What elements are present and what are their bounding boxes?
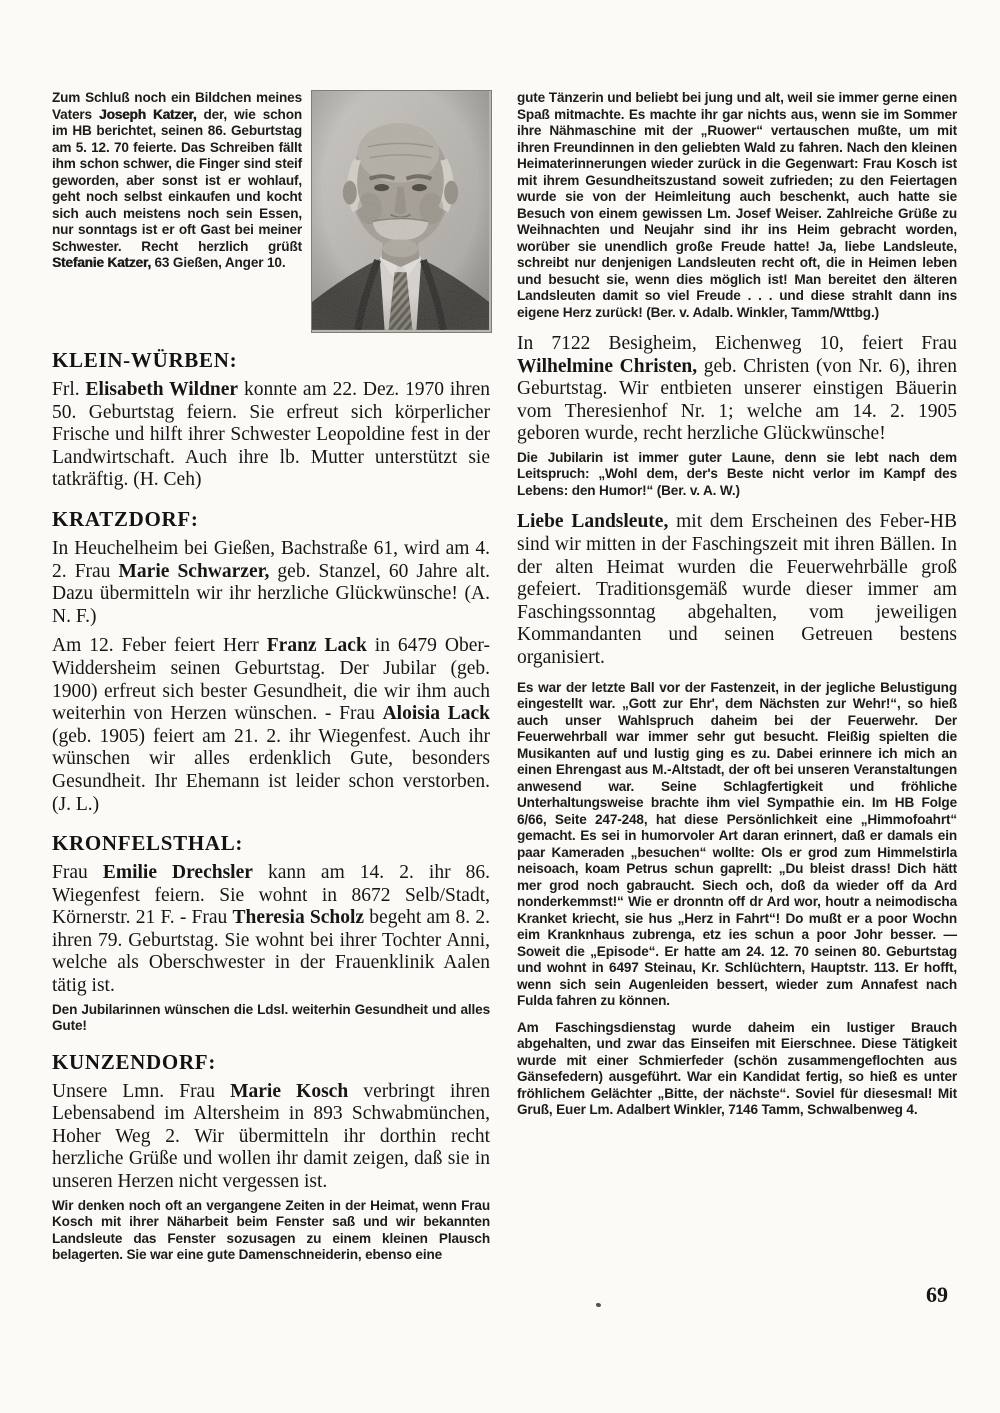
section-heading: KUNZENDORF:	[52, 1049, 217, 1074]
faschingsdienstag-paragraph: Am Faschingsdienstag wurde daheim ein lustiger Brauch abgehalten, und zwar das Einseifen mit Eierschnee. Diese Tätigkeit wurde mit einer Schmierfeder (schön zusammengeflochten aus Gänsefedern) ausgeführt. War ein Kandidat fertig, so hieß es unter fröhlichem Gelächter „Bitte, der nächste“. Soviel für diesesmal! Mit Gruß, Euer Lm. Adalbert Winkler, 7146 Tamm, Schwalbenweg 4.	[517, 1019, 957, 1118]
section-kronfelsthal	[52, 831, 490, 1035]
continuation-paragraph: gute Tänzerin und beliebt bei jung und alt, weil sie immer gerne einen Spaß mitmachte. Es machte ihr gar nichts aus, wenn sie im Sommer ihre Nähmaschine mit der „Ruower“ vertauschen mußte, um mit ihren Freundinnen in den geliebten Wald zu fahren. Nach den kleinen Heimaterinnerungen wieder zurück in die Gegenwart: Frau Kosch ist mit ihrem Gesundheitszustand soweit zufrieden; zu den Feiertagen wurde sie von der Heimleitung auch beschenkt, auch hatte sie Besuch von einem gewissen Lm. Josef Weiser. Zahlreiche Grüße zu Weihnachten und Neujahr sind ihr ins Heim gebracht worden, worüber sie unendlich große Freude hatte! Ja, liebe Landsleute, schreibt nur denjenigen Landsleuten recht oft, die in Heimen leben und besucht sie, wenn dies möglich ist! Man bereitet den älteren Landsleuten damit so viel Freude . . . und diese strahlt dann ins eigene Herz zurück! (Ber. v. Adalb. Winkler, Tamm/Wttbg.)	[517, 90, 957, 320]
section-heading: KRATZDORF:	[52, 506, 199, 531]
section-klein-wuerben	[52, 348, 490, 492]
section-heading: KLEIN-WÜRBEN:	[52, 348, 238, 372]
portrait-photo	[311, 90, 492, 333]
portrait-photo-graphic	[312, 91, 489, 330]
section-heading: KRONFELSTHAL:	[52, 831, 244, 856]
right-column	[517, 90, 957, 1119]
section-note: Wir denken noch oft an vergangene Zeiten in der Heimat, wenn Frau Kosch mit ihrer Näharbeit beim Fenster saß und wir bekannten Landsleute das Fenster sozusagen zu einem kleinen Plausch belagerten. Sie war eine gute Damenschneiderin, ebenso eine	[52, 1197, 490, 1263]
section-paragraph: Am 12. Feber feiert Herr Franz Lack in 6479 Ober-Widdersheim seinen Geburtstag. Der Jubilar (geb. 1900) erfreut sich bester Gesundheit, die wir ihm auch weiterhin von Herzen wünschen. - Frau Aloisia Lack (geb. 1905) feiert am 21. 2. ihr Wiegenfest. Auch ihr wünschen wir alles erdenklich Gute, besonders Gesundheit. Ihr Ehemann ist leider schon verstorben. (J. L.)	[52, 635, 490, 815]
left-column	[52, 90, 490, 1264]
page-number: 69	[926, 1282, 948, 1307]
section-paragraph: Unsere Lmn. Frau Marie Kosch verbringt ihren Lebensabend im Altersheim in 893 Schwabmünchen, Hoher Weg 2. Wir übermitteln ihr dorthin recht herzliche Grüße und wollen ihr damit zeigen, daß sie in unseren Herzen nicht vergessen ist.	[52, 1080, 491, 1193]
section-kratzdorf	[52, 507, 490, 816]
intro-block	[52, 90, 490, 333]
intro-paragraph: Zum Schluß noch ein Bildchen meines Vaters Joseph Katzer, der, wie schon im HB berichtet, seinen 86. Geburtstag am 5. 12. 70 feierte. Das Schreiben fällt ihm schon schwer, die Finger sind steif geworden, aber sonst ist er wohlauf, geht noch selbst einkaufen und kocht sich auch meistens noch sein Essen, nur sonntags ist er oft Gast bei meiner Schwester. Recht herzlich grüßt Stefanie Katzer, 63 Gießen, Anger 10.	[52, 90, 302, 270]
besigheim-paragraph: In 7122 Besigheim, Eichenweg 10, feiert Frau Wilhelmine Christen, geb. Christen (von Nr. 6), ihren Geburtstag. Wir entbieten unserer einstigen Bäuerin vom Theresienhof Nr. 1; welche am 14. 2. 1905 geboren wurde, recht herzliche Glückwünsche!	[517, 333, 957, 445]
liebe-landsleute-paragraph: Liebe Landsleute, mit dem Erscheinen des Feber-HB sind wir mitten in der Faschingszeit mit ihren Bällen. In der alten Heimat wurden die Feuerwehrbälle groß gefeiert. Traditionsgemäß wurde dieser immer am Faschingssonntag abgehalten, vom jeweiligen Kommandanten und seinen Getreuen bestens organisiert.	[517, 511, 957, 669]
jubilarin-note: Die Jubilarin ist immer guter Laune, denn sie lebt nach dem Leitspruch: „Wohl dem, der's Beste nicht verlor im Kampf des Lebens: den Humor!“ (Ber. v. A. W.)	[517, 449, 957, 498]
ink-speck	[596, 1303, 601, 1307]
section-note: Den Jubilarinnen wünschen die Ldsl. weiterhin Gesundheit und alles Gute!	[52, 1001, 490, 1034]
section-kunzendorf	[52, 1050, 490, 1264]
section-paragraph: In Heuchelheim bei Gießen, Bachstraße 61, wird am 4. 2. Frau Marie Schwarzer, geb. Stanzel, 60 Jahre alt. Dazu übermitteln wir ihr herzliche Glückwünsche! (A. N. F.)	[52, 537, 491, 627]
section-paragraph: Frl. Elisabeth Wildner konnte am 22. Dez. 1970 ihren 50. Geburtstag feiern. Sie erfreut sich körperlicher Frische und hilft ihrer Schwester Leopoldine fest in der Landwirtschaft. Auch ihre lb. Mutter unterstützt sie tatkräftig. (H. Ceh)	[52, 379, 491, 491]
fasching-story-paragraph: Es war der letzte Ball vor der Fastenzeit, in der jegliche Belustigung eingestellt war. „Gott zur Ehr', dem Nächsten zur Wehr!“, so hieß auch unser Wahlspruch daheim bei der Feuerwehr. Der Feuerwehrball war immer sehr gut besucht. Fleißig spielten die Musikanten auf und lustig ging es zu. Dabei erinnere ich mich an einen Ehrengast aus M.-Altstadt, der oft bei unseren Veranstaltungen anwesend war. Seine Schlagfertigkeit und fröhliche Unterhaltungsweise brachte ihm viel Sympathie ein. Im HB Folge 6/66, Seite 247-248, hat diese Persönlichkeit eine „Himmofoahrt“ gemacht. Es sei in humorvoler Art daran erinnert, daß er damals ein paar Kameraden „besuchen“ wollte: Ols er grod zum Himmelstirla neisoach, koam Petrus schun gaprellt: „Du bleist drass! Dich hätt mer grod noch gabraucht. Siech och, doß da wieder off da Ard nonderkemmst!“ Wie er dronntn off dr Ard wor, houtr a neimodischa Kranket kriecht, sie hus „Herz in Fahrt“! Do mußt er a poor Wochn eim Kranknhaus zubrenga, etz ies schun a poor Johr besser. — Soweit die „Episode“. Er hatte am 24. 12. 70 seinen 80. Geburtstag und wohnt in 6497 Steinau, Kr. Schlüchtern, Hauptstr. 113. Er hofft, wenn sich sein Augenleiden bessert, wieder zum Annafest nach Fulda fahren zu können.	[517, 679, 957, 1009]
section-paragraph: Frau Emilie Drechsler kann am 14. 2. ihr 86. Wiegenfest feiern. Sie wohnt in 8672 Selb/Stadt, Körnerstr. 21 F. - Frau Theresia Scholz begeht am 8. 2. ihren 79. Geburtstag. Sie wohnt bei ihrer Tochter Anni, welche als Oberschwester in der Frauenklinik Aalen tätig ist.	[52, 862, 491, 997]
